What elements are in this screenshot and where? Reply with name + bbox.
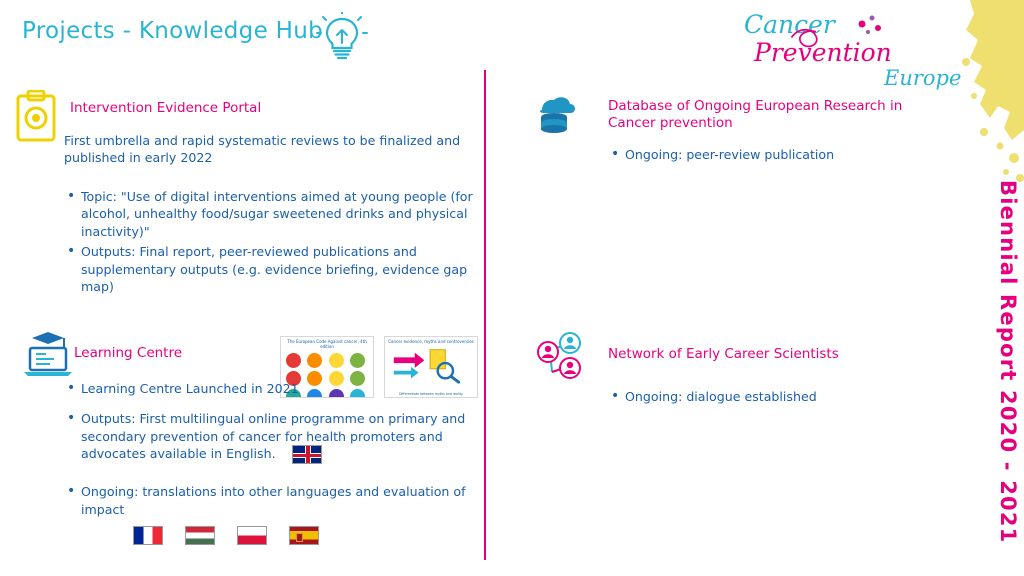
list-item-text: Outputs: First multilingual online programme on primary and secondary prevention of cancer for health promoters and advocates available in English. [81,411,466,462]
lightbulb-icon [316,12,368,62]
logo-swirl-icon [744,8,984,98]
flag-fr-icon [133,526,163,545]
cloud-database-icon [530,94,578,138]
laptop-graduation-icon [20,328,76,380]
logo-line-prevention: Prevention [754,38,892,67]
learning-heading: Learning Centre [74,345,183,361]
logo [744,8,984,98]
logo-line-europe: Europe [884,66,962,90]
flag-row [133,526,488,545]
thumb-right-footer: Differentiate between myths and reality [399,392,463,396]
intervention-heading: Intervention Evidence Portal [70,100,262,116]
people-network-icon [530,332,586,388]
database-heading: Database of Ongoing European Research in Cancer prevention [608,98,903,131]
list-item: • Topic: "Use of digital interventions aimed at young people (for alcohol, unhealthy food/sugar sweetened drinks and physical inactivity)" [64,188,488,240]
list-item [64,410,488,470]
list-item [64,483,488,545]
intervention-intro: First umbrella and rapid systematic reviews to be finalized and published in early 2022 [64,133,461,165]
database-bullet-list [608,146,918,166]
flag-uk-icon [292,445,322,464]
list-item-text: Ongoing: translations into other languages and evaluation of impact [81,484,466,517]
thumb-right-caption: Cancer evidence, myths and controversies [388,339,474,344]
list-item: • Ongoing: peer-review publication [608,146,918,163]
learning-bullet-list [64,380,488,558]
flag-es-icon [289,526,319,545]
clipboard-icon [12,90,60,142]
network-heading: Network of Early Career Scientists [608,346,839,362]
logo-line-cancer: Cancer [744,10,835,39]
list-item: • Outputs: Final report, peer-reviewed publications and supplementary outputs (e.g. evidence briefing, evidence gap map) [64,243,488,295]
list-item: • Learning Centre Launched in 2021 [64,380,488,397]
page-title: Projects - Knowledge Hub [22,18,324,44]
flag-hu-icon [185,526,215,545]
intervention-bullet-list [64,188,488,298]
list-item: • Ongoing: dialogue established [608,388,918,405]
report-side-label: Biennial Report 2020 - 2021 [996,180,1020,544]
flag-pl-icon [237,526,267,545]
network-bullet-list [608,388,918,408]
thumb-left-caption: The European Code Against cancer, 4th edition [287,339,367,349]
